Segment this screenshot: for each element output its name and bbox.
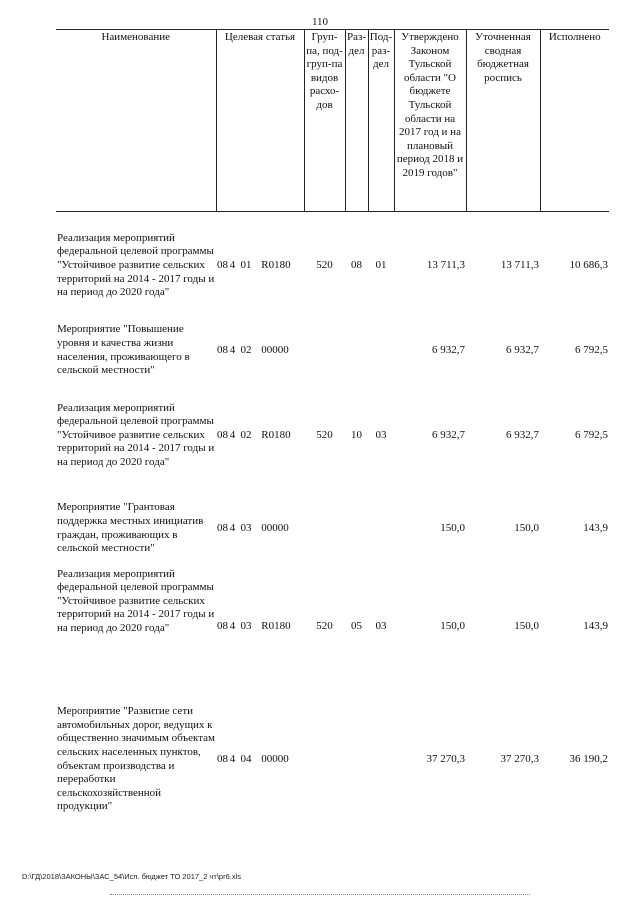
header-expense-group: Груп-па, под-груп-па видов расхо-дов	[304, 30, 345, 212]
row-code: 08 4 03 00000	[217, 521, 289, 534]
row-code: 08 4 02 R0180	[217, 428, 291, 441]
table-row	[56, 320, 609, 382]
row-code: 08 4 02 00000	[217, 343, 289, 356]
row-group	[304, 490, 345, 568]
row-group	[304, 320, 345, 382]
row-podrazdel	[368, 320, 394, 382]
row-group	[304, 686, 345, 834]
row-executed: 143,9	[583, 521, 608, 534]
row-approved: 150,0	[440, 521, 465, 534]
row-approved: 6 932,7	[432, 428, 465, 441]
budget-table	[56, 29, 609, 834]
row-name: Мероприятие "Повышение уровня и качества жизни населения, проживающего в сельской местности"	[57, 323, 190, 377]
header-executed: Исполнено	[540, 30, 609, 212]
row-approved: 37 270,3	[426, 752, 465, 765]
row-razdel: 05	[351, 619, 362, 632]
row-podrazdel: 03	[375, 619, 387, 632]
row-name: Мероприятие "Грантовая поддержка местных инициатив граждан, проживающих в сельской местности"	[57, 501, 204, 555]
row-razdel: 10	[351, 428, 362, 441]
table-row	[56, 212, 609, 320]
row-code: 08 4 04 00000	[217, 752, 289, 765]
row-podrazdel	[368, 686, 394, 834]
row-refined: 13 711,3	[500, 258, 539, 271]
row-podrazdel	[368, 490, 394, 568]
row-name: Реализация мероприятий федеральной целевой программы "Устойчивое развитие сельских территорий на 2014 - 2017 годы и на период до 2020 года"	[57, 401, 215, 468]
table-row	[56, 568, 609, 686]
header-razdel: Раз-дел	[345, 30, 368, 212]
row-executed: 36 190,2	[569, 752, 608, 765]
table-row	[56, 382, 609, 490]
row-code: 08 4 01 R0180	[217, 258, 291, 271]
header-refined: Уточненная сводная бюджетная роспись	[466, 30, 540, 212]
row-name: Реализация мероприятий федеральной целевой программы "Устойчивое развитие сельских территорий на 2014 - 2017 годы и на период до 2020 года"	[57, 231, 215, 299]
row-refined: 150,0	[514, 619, 539, 632]
row-razdel	[345, 490, 368, 568]
row-razdel: 08	[351, 258, 362, 271]
file-path-footer: D:\ГД\2018\ЗАКОНЫ\ЗАС_54\Исп. бюджет ТО 2017_2 чт\pr6.xls	[22, 872, 241, 881]
row-group: 520	[316, 428, 333, 441]
row-name: Реализация мероприятий федеральной целевой программы "Устойчивое развитие сельских территорий на 2014 - 2017 годы и на период до 2020 года"	[57, 567, 215, 634]
row-refined: 6 932,7	[506, 428, 539, 441]
row-podrazdel: 01	[375, 258, 387, 271]
row-podrazdel: 03	[375, 428, 387, 441]
row-approved: 13 711,3	[426, 258, 465, 271]
row-group: 520	[316, 258, 333, 271]
row-executed: 6 792,5	[575, 428, 608, 441]
row-approved: 150,0	[440, 619, 465, 632]
table-row	[56, 686, 609, 834]
table-header-row	[56, 30, 609, 212]
row-executed: 143,9	[583, 619, 608, 632]
row-razdel	[345, 320, 368, 382]
header-target-article: Целевая статья	[216, 30, 304, 212]
row-refined: 37 270,3	[500, 752, 539, 765]
table-row	[56, 490, 609, 568]
row-group: 520	[316, 619, 333, 632]
header-podrazdel: Под-раз-дел	[368, 30, 394, 212]
row-code: 08 4 03 R0180	[217, 619, 291, 632]
header-approved: Утверждено Законом Тульской области "О бюджете Тульской области на 2017 год и на плановый период 2018 и 2019 годов"	[394, 30, 466, 212]
row-approved: 6 932,7	[432, 343, 465, 356]
row-refined: 6 932,7	[506, 343, 539, 356]
row-refined: 150,0	[514, 521, 539, 534]
row-executed: 6 792,5	[575, 343, 608, 356]
page-number: 110	[311, 16, 329, 28]
row-executed: 10 686,3	[569, 258, 608, 271]
row-name: Мероприятие "Развитие сети автомобильных дорог, ведущих к общественно значимым объектам сельских населенных пунктов, объектам производства и переработки сельскохозяйственной продукции"	[57, 705, 215, 813]
footer-divider	[110, 894, 530, 895]
header-name: Наименование	[56, 30, 216, 212]
row-razdel	[345, 686, 368, 834]
